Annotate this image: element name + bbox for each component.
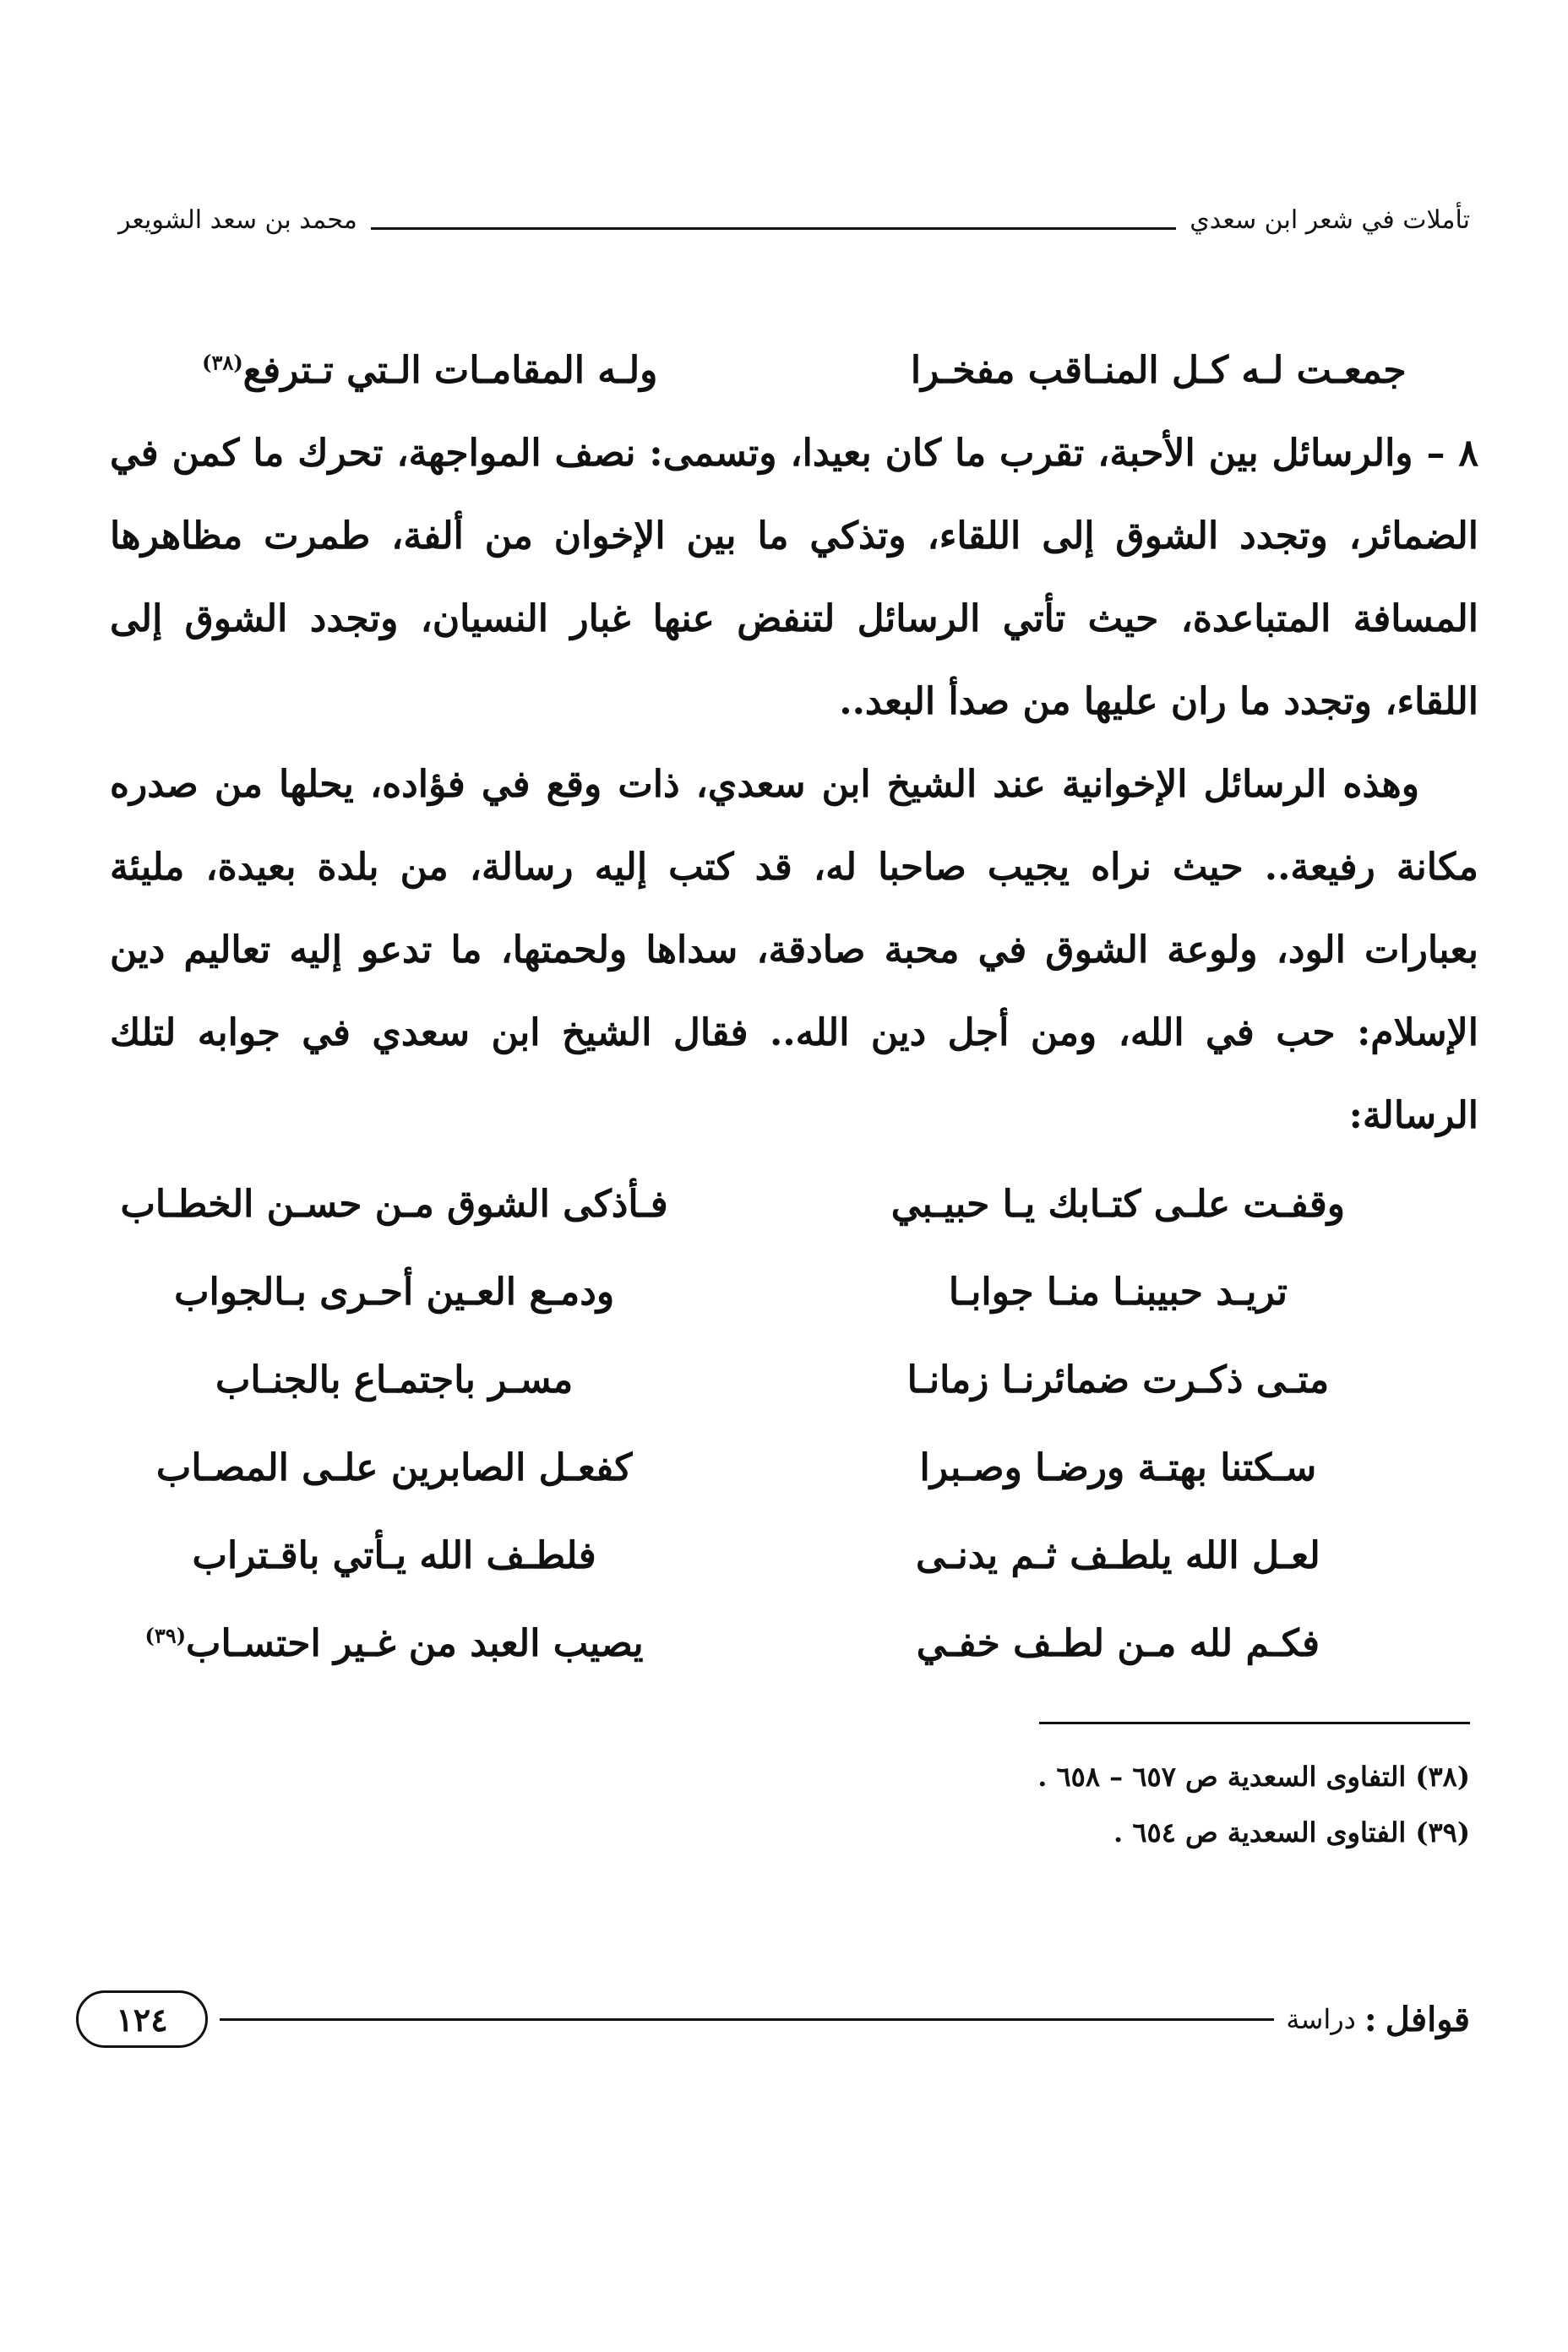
header-rule	[371, 227, 1176, 230]
verse-left-hemistich: فـأذكى الشوق مـن حسـن الخطـاب	[120, 1183, 668, 1226]
poem	[110, 1161, 1478, 1688]
header-author: محمد بن سعد الشويعر	[118, 204, 357, 235]
poem-verse	[110, 1512, 1478, 1600]
page-footer	[76, 1985, 1470, 2053]
footnotes	[676, 1749, 1470, 1860]
section-name: دراسة	[1286, 2003, 1356, 2035]
opening-verse	[110, 329, 1478, 412]
footnote-rule	[1039, 1722, 1470, 1724]
journal-name: قوافل	[1385, 1999, 1470, 2039]
verse-right-hemistich: وقفـت علـى كتـابك يـا حبيـبي	[890, 1183, 1346, 1226]
verse-right-hemistich: فكـم لله مـن لطـف خفـي	[916, 1622, 1320, 1665]
footnote-ref: (٣٩)	[144, 1623, 187, 1648]
footer-rule	[220, 2018, 1274, 2021]
footer-separator: :	[1364, 1999, 1377, 2039]
footnote-39: (٣٩) الفتاوى السعدية ص ٦٥٤ .	[1113, 1816, 1470, 1848]
verse-left-hemistich: فلطـف الله يـأتي باقـتراب	[192, 1534, 596, 1577]
poem-verse	[110, 1161, 1478, 1249]
verse-right-hemistich: تريـد حبيبنـا منـا جوابـا	[948, 1271, 1288, 1314]
verse-right-hemistich: سـكتنا بهتـة ورضـا وصـبرا	[919, 1446, 1317, 1489]
verse-left-text: يصيب العبد من غـير احتسـاب	[186, 1622, 644, 1665]
poem-verse	[110, 1424, 1478, 1512]
header-title: تأملات في شعر ابن سعدي	[1190, 204, 1470, 235]
verse-right-hemistich: متـى ذكـرت ضمائرنـا زمانـا	[906, 1358, 1330, 1402]
poem-verse	[110, 1600, 1478, 1688]
page-number: ١٢٤	[76, 1990, 208, 2048]
verse-left-hemistich: كفعـل الصابرين علـى المصـاب	[155, 1446, 633, 1489]
verse-left-hemistich	[144, 329, 716, 412]
paragraph-ibn-saadi: وهذه الرسائل الإخوانية عند الشيخ ابن سعدي، ذات وقع في فؤاده، يحلها من صدره مكانة رفيعة.. حيث نراه يجيب صاحبا له، قد كتب إليه رسالة، من بلدة بعيدة، مليئة بعبارات الود، ولوعة الشوق في محبة صادقة، سداها ولحمتها، ما تدعو إليه تعاليم دين الإسلام: حب في الله، ومن أجل دين الله.. فقال الشيخ ابن سعدي في جوابه لتلك الرسالة:	[110, 763, 1478, 1137]
verse-right-hemistich: جمعـت لـه كـل المنـاقب مفخـرا	[910, 349, 1407, 392]
verse-left-hemistich: ودمـع العـين أحـرى بـالجواب	[174, 1271, 615, 1314]
main-content	[110, 329, 1478, 1688]
poem-verse	[110, 1337, 1478, 1424]
poem-verse	[110, 1249, 1478, 1337]
footnote-ref: (٣٨)	[202, 350, 243, 375]
verse-left-hemistich: مسـر باجتمـاع بالجنـاب	[215, 1358, 574, 1402]
verse-left-hemistich	[110, 1600, 678, 1688]
paragraph-letters: ٨ – والرسائل بين الأحبة، تقرب ما كان بعيدا، وتسمى: نصف المواجهة، تحرك ما كمن في الضمائر، وتجدد الشوق إلى اللقاء، وتذكي ما بين الإخوان من ألفة، طمرت مظاهرها المسافة المتباعدة، حيث تأتي الرسائل لتنفض عنها غبار النسيان، وتجدد الشوق إلى اللقاء، وتجدد ما ران عليها من صدأ البعد..	[110, 432, 1478, 723]
verse-left-text: ولـه المقامـات الـتي تـترفع	[242, 349, 658, 392]
footnote-38: (٣٨) التفاوى السعدية ص ٦٥٧ – ٦٥٨ .	[1037, 1761, 1470, 1793]
running-header	[118, 194, 1470, 245]
verse-right-hemistich: لعـل الله يلطـف ثـم يدنـى	[915, 1534, 1320, 1577]
